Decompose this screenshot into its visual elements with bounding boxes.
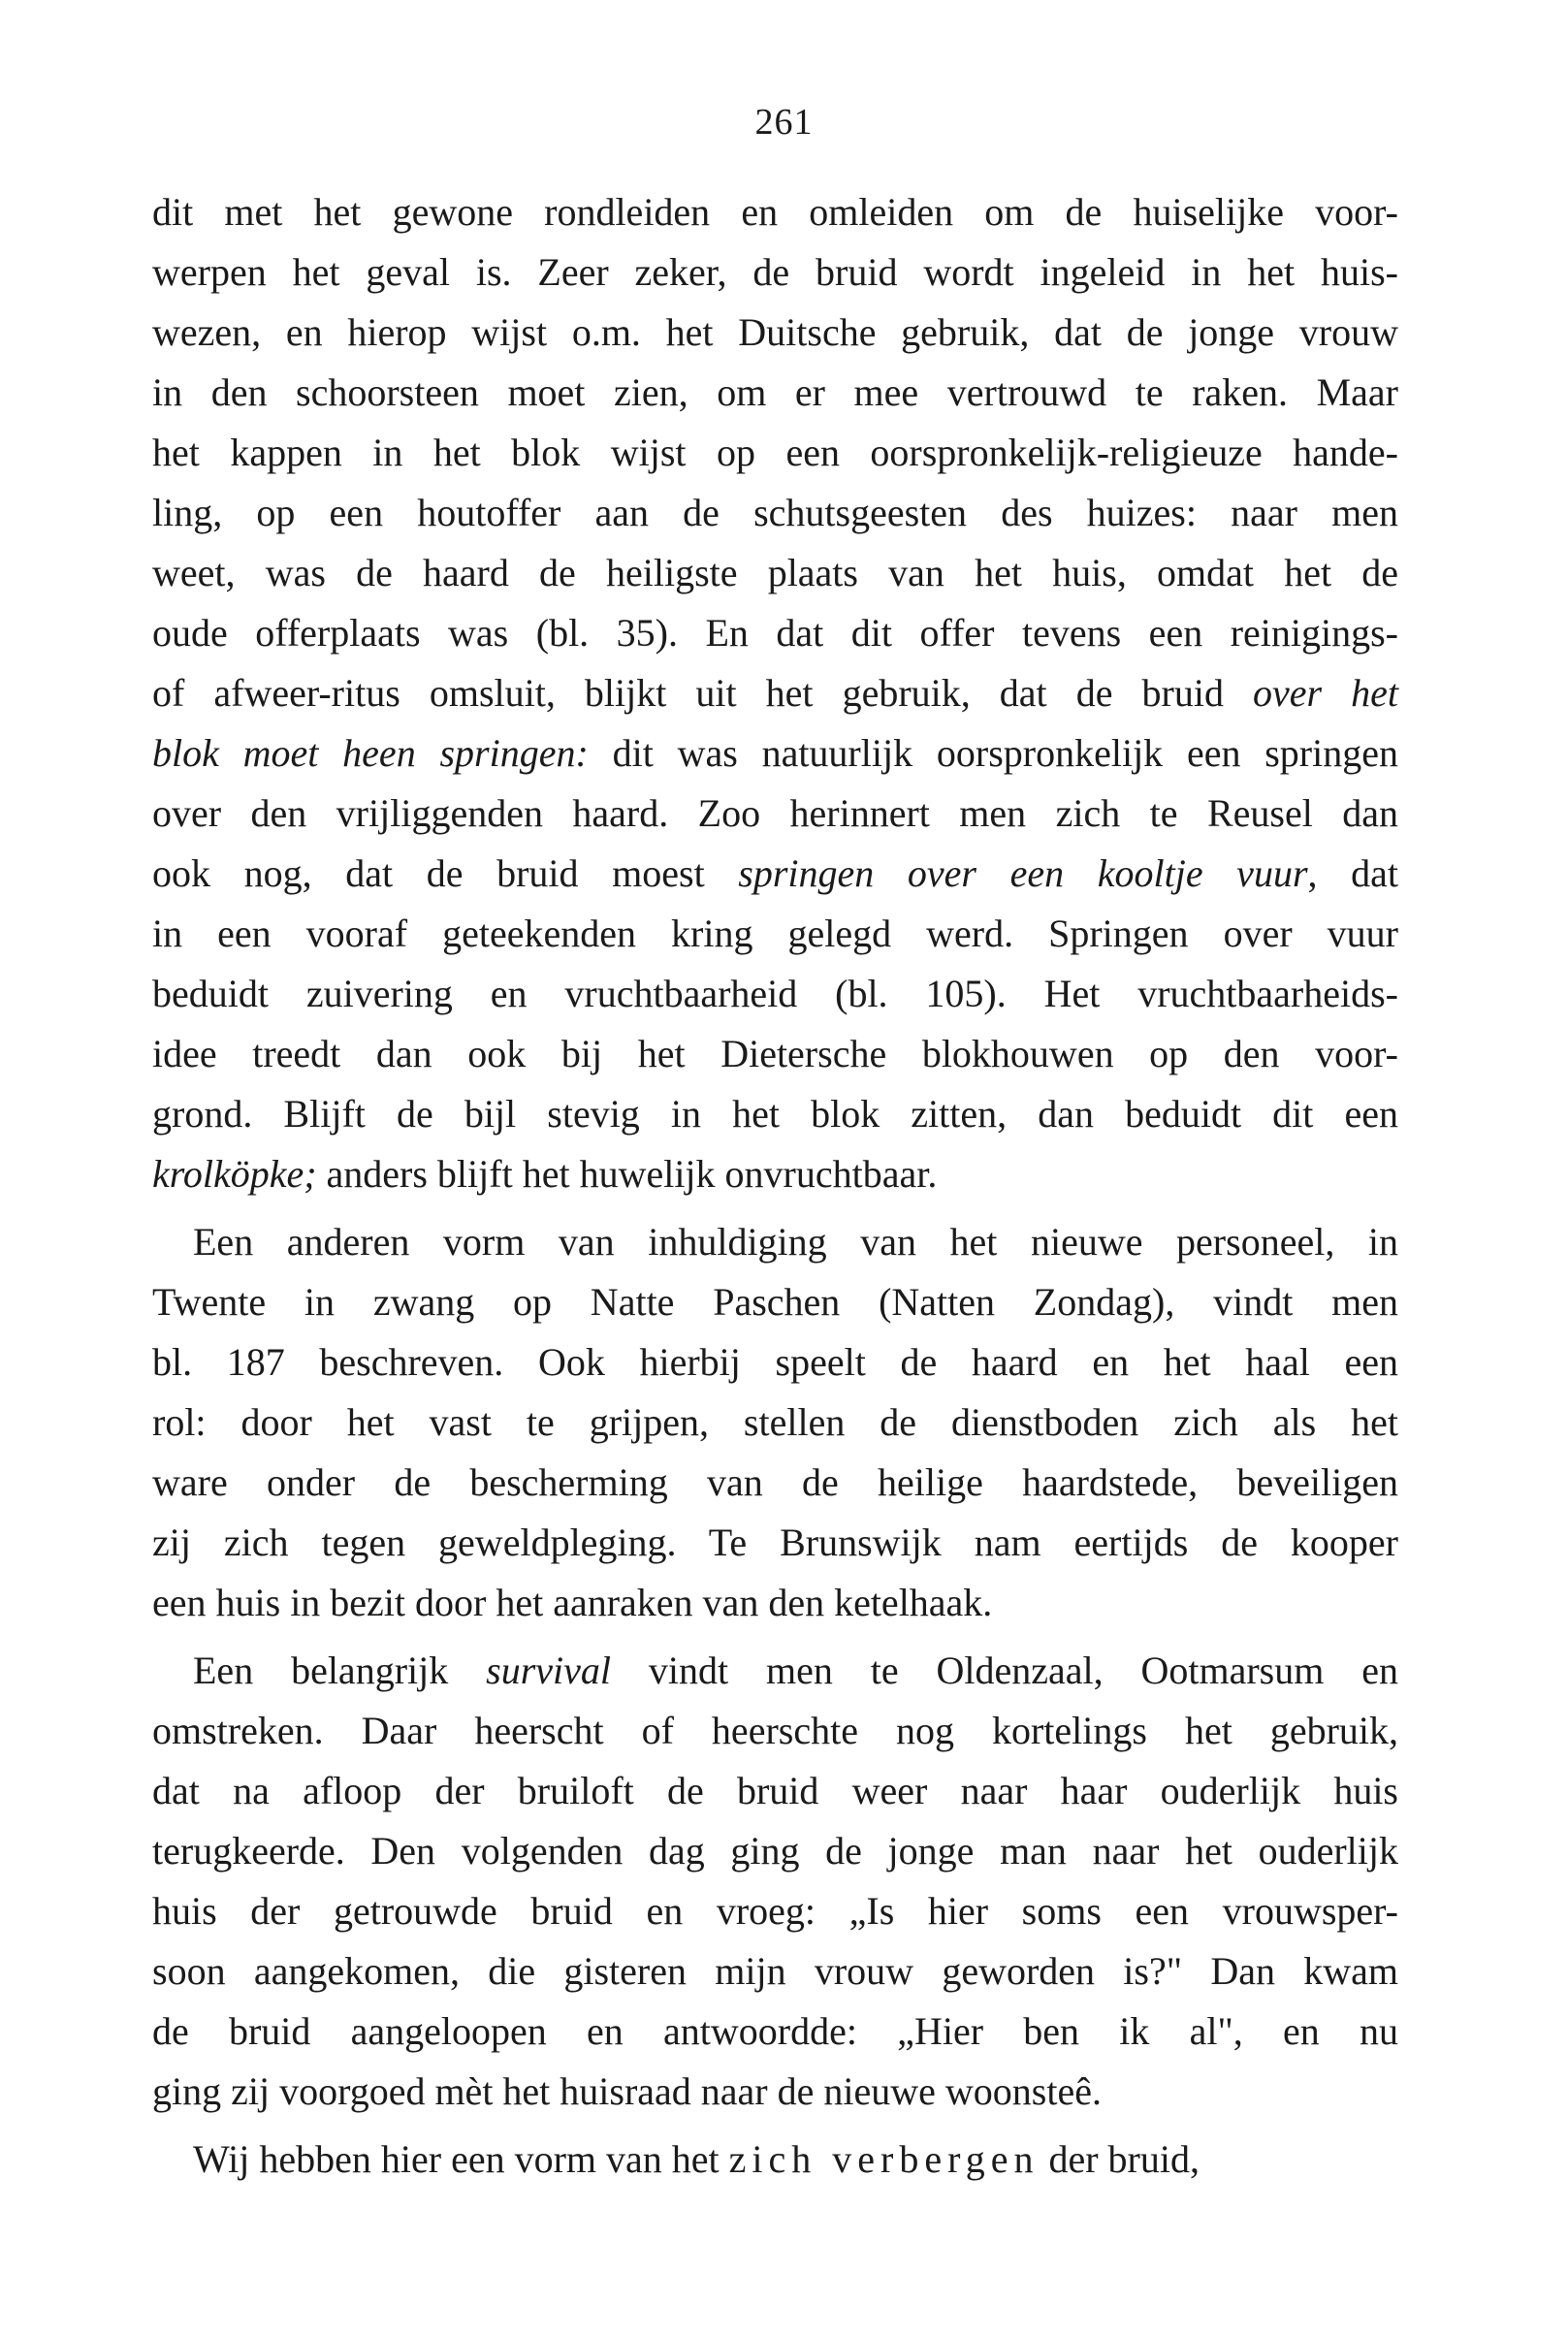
text-line [152,1084,1398,1144]
text-line [152,1393,1398,1453]
text-run: anders blijft het huwelijk onvruchtbaar. [316,1152,938,1196]
paragraph [152,1212,1398,1633]
text-run: Een anderen vorm van inhuldiging van het nieuwe personeel, in [193,1220,1398,1264]
text-run: dat na afloop der bruiloft de bruid weer naar haar ouderlijk huis [152,1769,1398,1812]
text-run: beduidt zuivering en vruchtbaarheid (bl. 105). Het vruchtbaarheids- [152,972,1398,1015]
text-line [152,543,1398,603]
text-run: ware onder de bescherming van de heilige haardstede, beveiligen [152,1460,1398,1504]
text-line [152,1272,1398,1332]
text-line [152,242,1398,303]
text-line [152,1573,1398,1633]
text-line [152,964,1398,1024]
italic-phrase: blok moet heen springen: [152,731,589,775]
text-line [152,2062,1398,2122]
text-line [152,1453,1398,1513]
text-run: idee treedt dan ook bij het Dietersche blokhouwen op den voor- [152,1032,1398,1075]
text-run: weet, was de haard de heiligste plaats van het huis, omdat het de [152,551,1398,594]
text-line [152,1024,1398,1084]
text-run: terugkeerde. Den volgenden dag ging de jonge man naar het ouderlijk [152,1829,1398,1873]
text-line [152,723,1398,784]
text-run: een huis in bezit door het aanraken van den ketelhaak. [152,1581,993,1624]
text-run: het kappen in het blok wijst op een oorspronkelijk-religieuze hande- [152,431,1398,474]
text-run: Een belangrijk [193,1649,487,1692]
text-run: over den vrijliggenden haard. Zoo herinnert men zich te Reusel dan [152,791,1398,835]
text-line [152,1761,1398,1821]
paragraph-gap [152,1633,1398,1641]
text-run: vindt men te Oldenzaal, Ootmarsum en [611,1649,1398,1692]
paragraph [152,1641,1398,2122]
text-line [152,603,1398,663]
text-line [152,303,1398,363]
text-line [152,1144,1398,1204]
italic-phrase: over het [1253,671,1398,715]
text-line [152,182,1398,242]
italic-phrase: survival [486,1649,611,1692]
text-run: ging zij voorgoed mèt het huisraad naar de nieuwe woonsteê. [152,2069,1102,2113]
text-run: soon aangekomen, die gisteren mijn vrouw geworden is?" Dan kwam [152,1949,1398,1993]
text-line [152,1881,1398,1941]
body-text [152,182,1398,2190]
text-line [152,1821,1398,1881]
text-line [152,1641,1398,1701]
text-run: oude offerplaats was (bl. 35). En dat dit offer tevens een reinigings- [152,611,1398,655]
text-run: ling, op een houtoffer aan de schutsgeesten des huizes: naar men [152,491,1398,534]
text-run: of afweer-ritus omsluit, blijkt uit het gebruik, dat de bruid [152,671,1253,715]
text-line [152,904,1398,964]
text-line [152,483,1398,543]
text-line [152,1701,1398,1761]
text-run: de bruid aangeloopen en antwoordde: „Hier ben ik al", en nu [152,2009,1398,2053]
text-run: grond. Blijft de bijl stevig in het blok zitten, dan beduidt dit een [152,1092,1398,1136]
text-line [152,784,1398,844]
text-line [152,1941,1398,2002]
text-run: werpen het geval is. Zeer zeker, de bruid wordt ingeleid in het huis- [152,250,1398,294]
paragraph [152,182,1398,1204]
text-line [152,363,1398,423]
text-line [152,1212,1398,1272]
text-run: zij zich tegen geweldpleging. Te Brunswijk nam eertijds de kooper [152,1521,1398,1564]
paragraph [152,2130,1398,2190]
text-run: in den schoorsteen moet zien, om er mee vertrouwd te raken. Maar [152,370,1398,414]
text-run: Twente in zwang op Natte Paschen (Natten Zondag), vindt men [152,1280,1398,1324]
text-line [152,844,1398,904]
text-run: bl. 187 beschreven. Ook hierbij speelt de haard en het haal een [152,1340,1398,1384]
text-run: dit was natuurlijk oorspronkelijk een springen [588,731,1398,775]
text-run: dit met het gewone rondleiden en omleiden om de huiselijke voor- [152,190,1398,234]
text-run: wezen, en hierop wijst o.m. het Duitsche gebruik, dat de jonge vrouw [152,310,1398,354]
italic-phrase: krolköpke; [152,1152,317,1196]
text-line [152,2002,1398,2062]
paragraph-gap [152,1204,1398,1212]
text-line [152,2130,1398,2190]
text-line [152,1332,1398,1393]
text-run: , dat [1307,851,1398,895]
text-run: omstreken. Daar heerscht of heerschte nog kortelings het gebruik, [152,1709,1398,1752]
text-run: ook nog, dat de bruid moest [152,851,739,895]
text-line [152,663,1398,723]
page-number: 261 [754,102,814,143]
italic-phrase: springen over een kooltje vuur [738,851,1308,895]
text-line [152,423,1398,483]
paragraph-gap [152,2122,1398,2130]
spaced-phrase: zich verbergen [728,2137,1040,2181]
text-run: huis der getrouwde bruid en vroeg: „Is hier soms een vrouwsper- [152,1889,1398,1933]
text-run: der bruid, [1039,2137,1200,2181]
text-line [152,1513,1398,1573]
text-run: in een vooraf geteekenden kring gelegd werd. Springen over vuur [152,912,1398,955]
text-run: rol: door het vast te grijpen, stellen de dienstboden zich als het [152,1400,1398,1444]
text-run: Wij hebben hier een vorm van het [193,2137,729,2181]
